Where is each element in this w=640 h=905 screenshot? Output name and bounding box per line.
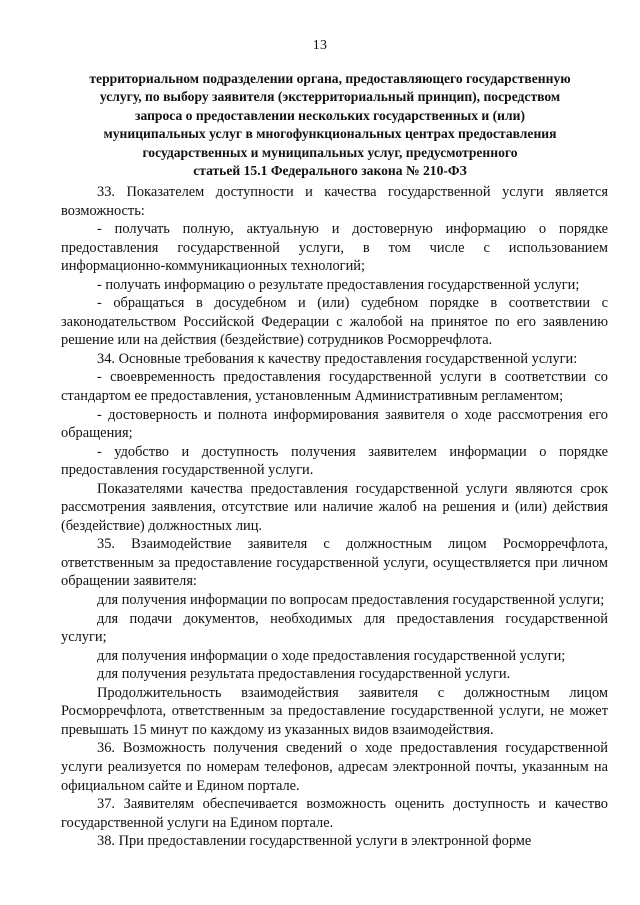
heading-line: статьей 15.1 Федерального закона № 210-ФЗ [193, 163, 467, 179]
section-heading [60, 70, 600, 180]
heading-line: запроса о предоставлении нескольких государственных и (или) [135, 107, 525, 123]
heading-line: государственных и муниципальных услуг, предусмотренного [142, 144, 518, 160]
paragraph-duration: Продолжительность взаимодействия заявителя с должностным лицом Росморречфлота, ответственным за предоставление государственной услуги, не может превышать 15 минут по каждому из указанных видов взаимодействия. [61, 684, 608, 738]
paragraph-quality-indicators: Показателями качества предоставления государственной услуги являются срок рассмотрения заявления, отсутствие или наличие жалоб на решения и (или) действия (бездействие) должностных лиц. [61, 480, 608, 534]
document-body [61, 183, 608, 851]
paragraph-item: - обращаться в досудебном и (или) судебном порядке в соответствии с законодательством Российской Федерации с жалобой на принятое по его заявлению решение или на действия (бездействие) сотрудников Росморречфлота. [61, 295, 608, 349]
paragraph-item: для получения информации по вопросам предоставления государственной услуги; [97, 592, 605, 609]
paragraph-37: 37. Заявителям обеспечивается возможность оценить доступность и качество государственной услуги на Едином портале. [61, 796, 608, 831]
heading-line: муниципальных услуг в многофункциональных центрах предоставления [103, 126, 557, 142]
paragraph-33: 33. Показателем доступности и качества государственной услуги является возможность: [61, 184, 608, 219]
paragraph-item: - удобство и доступность получения заявителем информации о порядке предоставления государственной услуги. [61, 443, 608, 479]
paragraph-item: - достоверность и полнота информирования заявителя о ходе рассмотрения его обращения; [61, 406, 608, 442]
paragraph-35: 35. Взаимодействие заявителя с должностным лицом Росморречфлота, ответственным за предоставление государственной услуги, осуществляется при личном обращении заявителя: [61, 536, 608, 590]
paragraph-item: для подачи документов, необходимых для предоставления государственной услуги; [61, 610, 608, 646]
heading-line: услугу, по выбору заявителя (экстерриториальный принцип), посредством [99, 89, 561, 105]
paragraph-36: 36. Возможность получения сведений о ходе предоставления государственной услуги реализуется по номерам телефонов, адресам электронной почты, указанным на официальном сайте и Едином портале. [61, 740, 608, 794]
paragraph-item: - получать информацию о результате предоставления государственной услуги; [97, 276, 580, 293]
page-number: 13 [312, 38, 328, 53]
paragraph-item: для получения информации о ходе предоставления государственной услуги; [97, 647, 566, 664]
paragraph-item: для получения результата предоставления государственной услуги. [97, 666, 511, 683]
paragraph-item: - получать полную, актуальную и достоверную информацию о порядке предоставления государственной услуги, в том числе с использованием информационно-коммуникационных технологий; [61, 221, 608, 275]
heading-line: территориальном подразделении органа, предоставляющего государственную [89, 71, 571, 86]
paragraph-34: 34. Основные требования к качеству предоставления государственной услуги: [97, 350, 578, 367]
paragraph-38: 38. При предоставлении государственной услуги в электронной форме [97, 833, 532, 850]
paragraph-item: - своевременность предоставления государственной услуги в соответствии со стандартом ее предоставления, установленным Административным регламентом; [61, 369, 608, 405]
